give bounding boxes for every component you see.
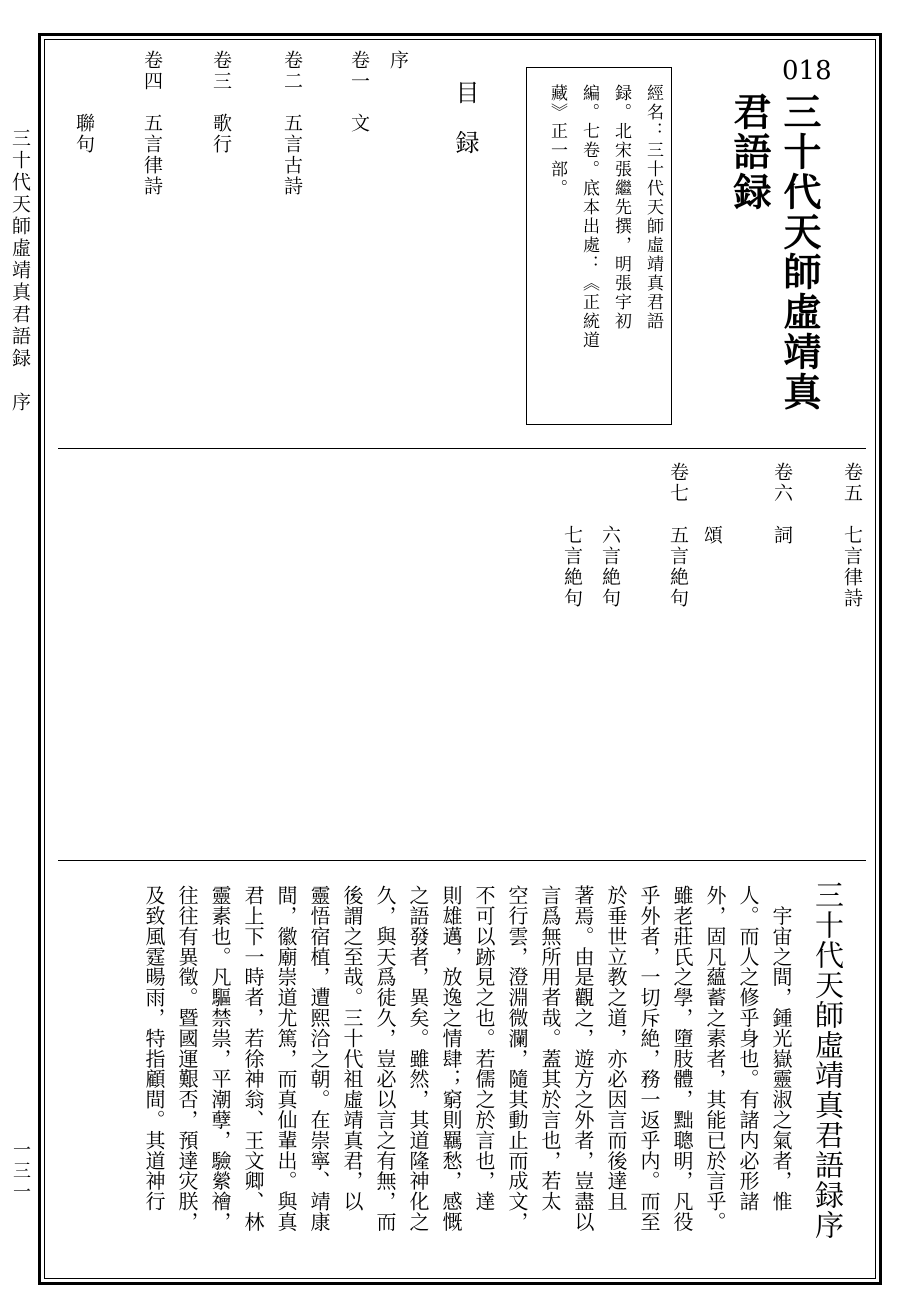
- toc-entry: 六言絶句: [599, 462, 621, 609]
- toc-entry: 七言絶句: [561, 462, 583, 609]
- toc-entry: 卷四 五言律詩: [141, 50, 163, 197]
- toc-entry: 卷六 詞: [771, 462, 793, 546]
- note-line: 編。七卷。底本出處：《正統道: [579, 84, 599, 350]
- preface-column: 著焉。由是觀之，遊方之外者，豈盡以: [571, 885, 595, 1232]
- scripture-title-line1: 三十代天師虛靖真: [777, 92, 822, 412]
- note-line: 藏》正一部。: [547, 84, 567, 198]
- preface-column: 宇宙之間，鍾光嶽靈淑之氣者，惟: [769, 885, 793, 1212]
- toc-entry: 序: [387, 50, 409, 71]
- preface-column: 久，與天爲徒久，豈必以言之有無，而: [373, 885, 397, 1232]
- preface-column: 不可以跡見之也。若儒之於言也，達: [472, 885, 496, 1212]
- preface-column: 君上下一時者，若徐神翁、王文卿、林: [241, 885, 265, 1232]
- note-line: 録。北宋張繼先撰，明張宇初: [611, 84, 631, 331]
- toc-entry: 卷三 歌行: [210, 50, 232, 155]
- preface-column: 雖老莊氏之學，墮肢體，黜聰明，凡役: [670, 885, 694, 1232]
- preface-column: 間，徽廟崇道尤篤，而真仙輩出。與真: [274, 885, 298, 1232]
- preface-title: 三十代天師虛靖真君語録序: [811, 880, 845, 1240]
- preface-column: 後謂之至哉。三十代祖虛靖真君，以: [340, 885, 364, 1212]
- preface-column: 及致風霆暘雨，特指顧間。其道神行: [142, 885, 166, 1212]
- preface-column: 之語發者，異矣。雖然，其道隆神化之: [406, 885, 430, 1232]
- preface-column: 靈素也。凡驅禁祟，平潮孽，驗縈禬，: [208, 885, 232, 1232]
- preface-column: 空行雲，澄淵微瀾，隨其動止而成文，: [505, 885, 529, 1232]
- preface-column: 於垂世立教之道，亦必因言而後達且: [604, 885, 628, 1212]
- running-title: 三十代天師虛靖真君語録 序: [9, 128, 31, 414]
- toc-heading: 目録: [451, 80, 479, 180]
- toc-entry: 卷二 五言古詩: [281, 50, 303, 197]
- note-box: [526, 67, 672, 425]
- toc-entry: 頌: [701, 462, 723, 546]
- scripture-code: 018: [782, 56, 832, 86]
- toc-entry: 卷五 七言律詩: [841, 462, 863, 609]
- toc-entry: 卷一 文: [348, 50, 370, 134]
- preface-column: 往往有異徵。暨國運艱否，預達灾朕，: [175, 885, 199, 1232]
- preface-column: 人。而人之修乎身也。有諸内必形諸: [736, 885, 760, 1212]
- toc-entry: 卷七 五言絶句: [667, 462, 689, 609]
- preface-column: 則雄邁，放逸之情肆；窮則羈愁，感慨: [439, 885, 463, 1232]
- divider-bottom: [58, 860, 866, 861]
- toc-entry: 聯句: [73, 50, 95, 155]
- preface-column: 靈悟宿植，遭熙洽之朝。在崇寧、靖康: [307, 885, 331, 1232]
- preface-column: 外，固凡蘊蓄之素者，其能已於言乎。: [703, 885, 727, 1232]
- divider-top: [58, 448, 866, 449]
- preface-column: 言爲無所用者哉。蓋其於言也，若太: [538, 885, 562, 1212]
- note-line: 經名：三十代天師虛靖真君語: [643, 84, 663, 331]
- page-number: 一三一: [10, 1140, 31, 1203]
- preface-column: 乎外者，一切斥絶，務一返乎内。而至: [637, 885, 661, 1232]
- scripture-title-line2: 君語録: [727, 92, 772, 212]
